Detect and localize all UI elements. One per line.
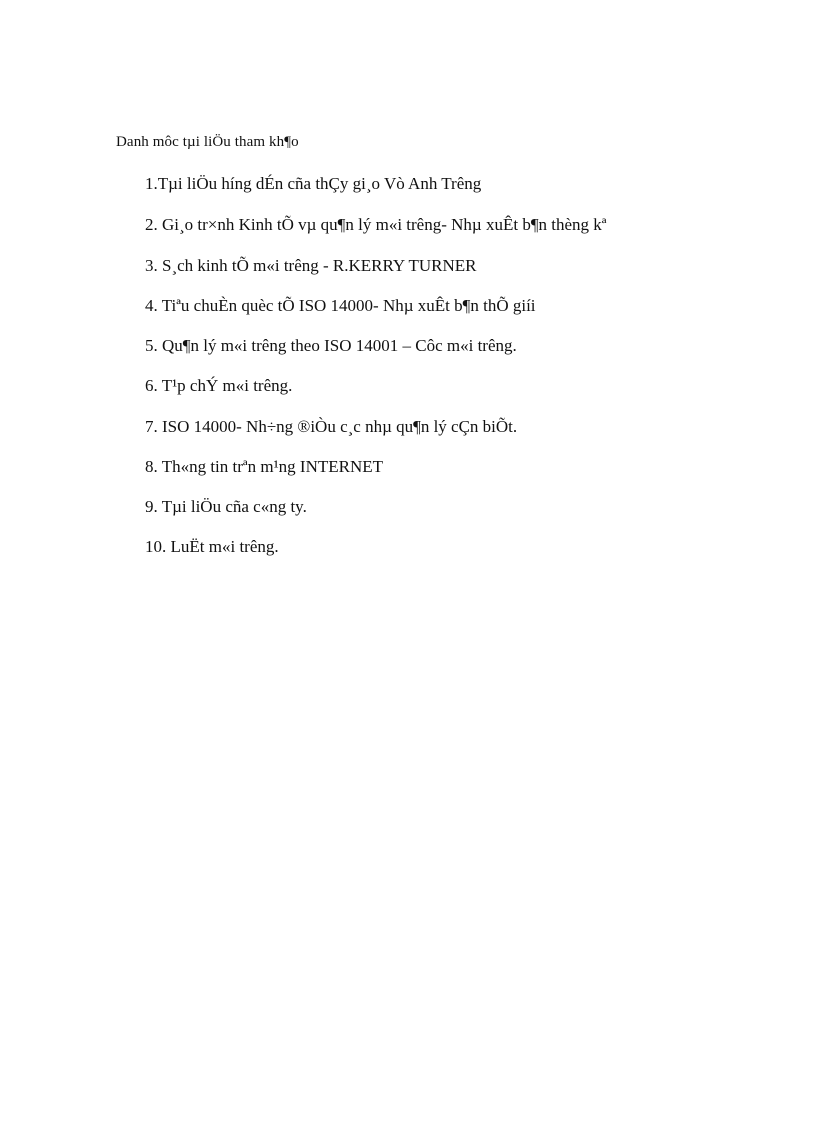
reference-item-1: 1.Tµi liÖu híng dÉn cña thÇy gi¸o Vò Anh Trêng (145, 174, 482, 193)
reference-item-9: 9. Tµi liÖu cña c«ng ty. (145, 497, 307, 516)
reference-item-6: 6. T¹p chÝ m«i trêng. (145, 376, 293, 395)
reference-item-5: 5. Qu¶n lý m«i trêng theo ISO 14001 – Côc m«i trêng. (145, 336, 517, 355)
reference-item-8: 8. Th«ng tin trªn m¹ng INTERNET (145, 457, 384, 476)
reference-item-2: 2. Gi¸o tr×nh Kinh tÕ vµ qu¶n lý m«i trêng- Nhµ xuÊt b¶n thèng kª (145, 215, 607, 234)
reference-item-4: 4. Tiªu chuÈn quèc tÕ ISO 14000- Nhµ xuÊt b¶n thÕ giíi (145, 296, 536, 315)
reference-heading: Danh môc tµi liÖu tham kh¶o (116, 134, 299, 150)
reference-item-3: 3. S¸ch kinh tÕ m«i trêng - R.KERRY TURNER (145, 256, 477, 275)
reference-item-7: 7. ISO 14000- Nh÷ng ®iÒu c¸c nhµ qu¶n lý cÇn biÕt. (145, 417, 518, 436)
reference-item-10: 10. LuËt m«i trêng. (145, 537, 279, 556)
